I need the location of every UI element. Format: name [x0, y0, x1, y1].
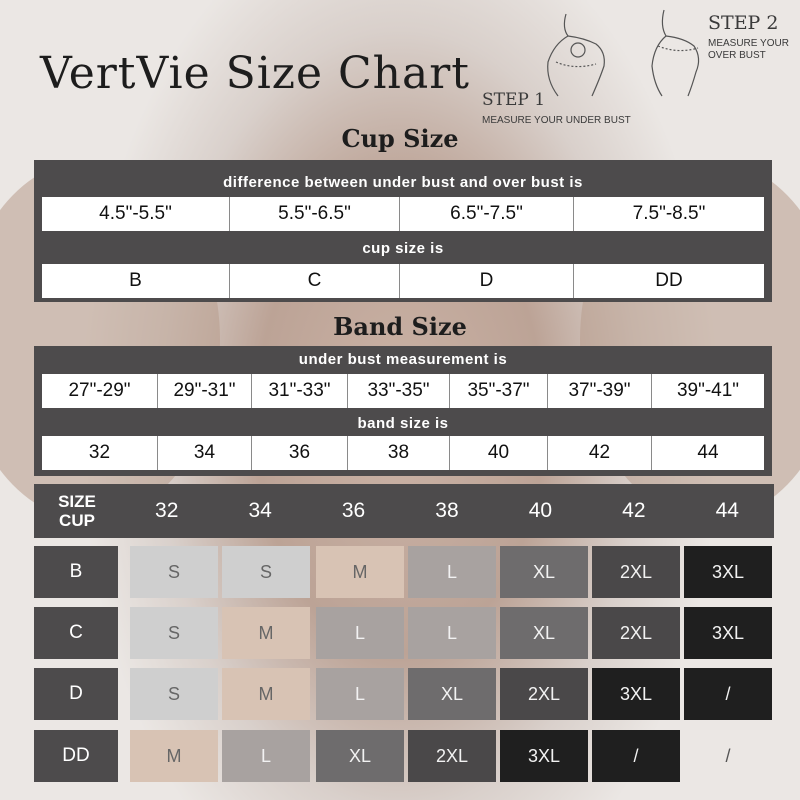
band-cell: 44	[652, 436, 764, 470]
size-cell: 3XL	[684, 546, 772, 598]
step2-illustration	[644, 6, 708, 98]
size-cell: /	[725, 745, 731, 766]
cup-cell: C	[230, 264, 400, 298]
size-cell: XL	[316, 730, 404, 782]
cup-size-label: cup size is	[362, 240, 444, 257]
grid-band-header: 40	[528, 499, 553, 522]
under-bust-row	[42, 374, 764, 408]
size-cell: M	[130, 730, 218, 782]
size-cell: M	[222, 607, 310, 659]
size-cell: 2XL	[408, 730, 496, 782]
cup-size-panel	[34, 160, 772, 302]
step1-heading: STEP 1	[482, 90, 546, 110]
size-cell: S	[130, 546, 218, 598]
grid-cup-label: B	[34, 546, 118, 598]
band-cell: 42	[548, 436, 652, 470]
size-cell: 3XL	[500, 730, 588, 782]
size-cell: 2XL	[592, 546, 680, 598]
size-cell: M	[316, 546, 404, 598]
cup-cell: B	[42, 264, 230, 298]
page-title: VertVie Size Chart	[40, 48, 470, 99]
band-row	[42, 436, 764, 470]
size-cell: L	[222, 730, 310, 782]
cup-header-text: CUP	[59, 511, 95, 530]
size-cell: XL	[500, 607, 588, 659]
grid-band-header: 42	[622, 499, 646, 522]
grid-cup-label: DD	[34, 730, 118, 782]
grid-band-header: 44	[715, 499, 739, 522]
step2-text-line1: MEASURE YOUR	[708, 38, 789, 49]
size-cell: L	[316, 668, 404, 720]
grid-band-header: 38	[435, 499, 459, 522]
grid-cup-label: D	[34, 668, 118, 720]
size-cell: 3XL	[684, 607, 772, 659]
band-cell: 32	[42, 436, 158, 470]
size-cell: 2XL	[592, 607, 680, 659]
band-cell: 38	[348, 436, 450, 470]
size-cell: S	[130, 607, 218, 659]
size-cell: L	[408, 546, 496, 598]
cup-cell: D	[400, 264, 574, 298]
size-cell: 3XL	[592, 668, 680, 720]
step2-text-line2: OVER BUST	[708, 50, 766, 61]
cup-row	[42, 264, 764, 298]
range-cell: 37"-39"	[548, 374, 652, 408]
difference-cell: 4.5"-5.5"	[42, 197, 230, 231]
grid-band-header: 32	[155, 499, 179, 522]
range-cell: 33"-35"	[348, 374, 450, 408]
difference-cell: 5.5"-6.5"	[230, 197, 400, 231]
band-cell: 34	[158, 436, 252, 470]
size-cell: XL	[408, 668, 496, 720]
band-cell: 40	[450, 436, 548, 470]
step1-illustration	[538, 10, 618, 98]
size-header-text: SIZE	[58, 492, 96, 511]
size-cell: XL	[500, 546, 588, 598]
range-cell: 27"-29"	[42, 374, 158, 408]
range-cell: 29"-31"	[158, 374, 252, 408]
size-cell: /	[592, 730, 680, 782]
step2-heading: STEP 2	[708, 12, 779, 34]
size-cell: L	[408, 607, 496, 659]
difference-label: difference between under bust and over bust is	[223, 174, 583, 191]
cup-size-title: Cup Size	[341, 124, 459, 153]
size-cell: S	[222, 546, 310, 598]
size-cell: L	[316, 607, 404, 659]
band-cell: 36	[252, 436, 348, 470]
under-bust-label: under bust measurement is	[298, 351, 508, 368]
difference-row	[42, 197, 764, 231]
range-cell: 31"-33"	[252, 374, 348, 408]
grid-cup-label: C	[34, 607, 118, 659]
band-size-panel	[34, 346, 772, 476]
range-cell: 39"-41"	[652, 374, 764, 408]
size-cell: S	[130, 668, 218, 720]
size-cell: M	[222, 668, 310, 720]
step1-text: MEASURE YOUR UNDER BUST	[482, 115, 631, 126]
size-cell: /	[684, 668, 772, 720]
grid-band-header: 34	[248, 499, 272, 522]
band-size-label: band size is	[357, 415, 449, 432]
size-cup-header	[34, 484, 120, 538]
grid-band-header: 36	[341, 499, 366, 522]
difference-cell: 7.5"-8.5"	[574, 197, 764, 231]
difference-cell: 6.5"-7.5"	[400, 197, 574, 231]
cup-cell: DD	[574, 264, 764, 298]
range-cell: 35"-37"	[450, 374, 548, 408]
size-grid-header	[34, 484, 774, 538]
band-size-title: Band Size	[333, 312, 467, 341]
size-cell: 2XL	[500, 668, 588, 720]
